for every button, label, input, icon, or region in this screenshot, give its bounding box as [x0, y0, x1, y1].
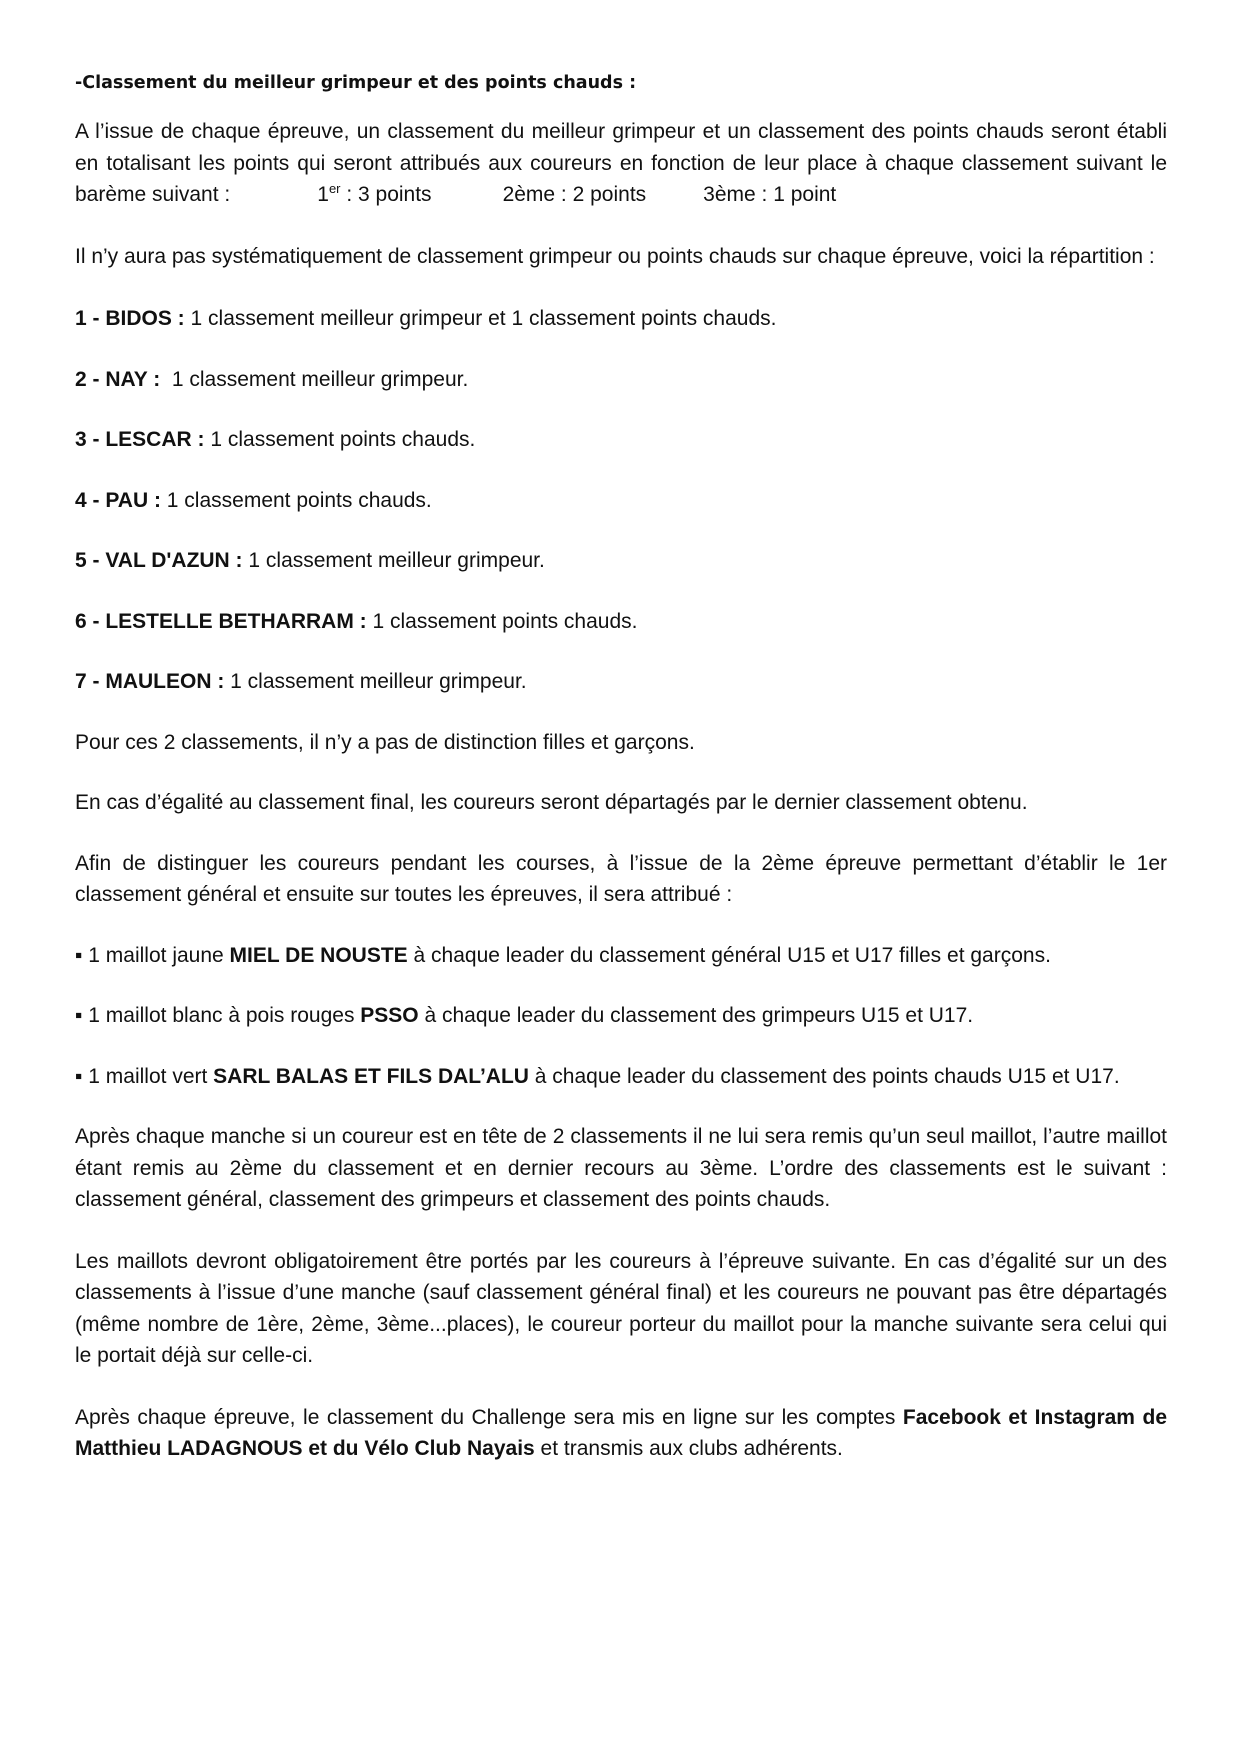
stage-label: 2 - NAY :	[75, 367, 161, 391]
stage-item	[75, 303, 1167, 335]
section-heading: -Classement du meilleur grimpeur et des points chauds :	[75, 73, 637, 93]
stage-item	[75, 364, 1167, 396]
jersey-text-after: à chaque leader du classement général U15 et U17 filles et garçons.	[407, 943, 1051, 967]
scale-second-rank: 2ème	[502, 183, 556, 206]
publication-text-before: Après chaque épreuve, le classement du Challenge sera mis en ligne sur les comptes	[75, 1405, 903, 1429]
jersey-text-after: à chaque leader du classement des grimpeurs U15 et U17.	[418, 1004, 974, 1027]
jerseys-intro-paragraph: Afin de distinguer les coureurs pendant les courses, à l’issue de la 2ème épreuve permettant d’établir le 1er classement général et ensuite sur toutes les épreuves, il sera attribué :	[75, 851, 1167, 906]
jersey-sponsor: SARL BALAS ET FILS DAL’ALU	[213, 1064, 529, 1088]
jersey-text-before: 1 maillot jaune	[82, 943, 230, 967]
bullet-icon: ▪	[75, 943, 83, 967]
stage-label: 1 - BIDOS :	[75, 307, 185, 330]
stage-text: 1 classement meilleur grimpeur.	[242, 549, 545, 572]
document-page	[75, 70, 1167, 1495]
stage-item	[75, 545, 1167, 577]
bullet-icon: ▪	[75, 1004, 83, 1027]
stage-label: 4 - PAU :	[75, 488, 161, 512]
jersey-text-after: à chaque leader du classement des points chauds U15 et U17.	[528, 1064, 1120, 1088]
social-accounts: Facebook et Instagram de Matthieu LADAGNOUS et du Vélo Club Nayais	[75, 1405, 1168, 1460]
scale-second-points: : 2 points	[555, 183, 647, 206]
jersey-sponsor: PSSO	[360, 1004, 419, 1027]
jersey-text-before: 1 maillot blanc à pois rouges	[82, 1004, 361, 1027]
jersey-item	[75, 1000, 1167, 1032]
jersey-text-before: 1 maillot vert	[82, 1064, 214, 1088]
stage-item	[75, 424, 1167, 456]
stage-label: 5 - VAL D'AZUN :	[75, 549, 243, 572]
intro-text: A l’issue de chaque épreuve, un classement du meilleur grimpeur et un classement des points chauds seront établi en totalisant les points qui seront attribués aux coureurs en fonction de leur place à chaque classement suivant le barème suivant :	[75, 120, 1167, 206]
publication-paragraph	[75, 1402, 1167, 1465]
jersey-sponsor: MIEL DE NOUSTE	[229, 943, 408, 967]
bullet-icon: ▪	[75, 1064, 83, 1088]
jersey-item	[75, 940, 1167, 972]
repartition-paragraph: Il n’y aura pas systématiquement de classement grimpeur ou points chauds sur chaque épreuve, voici la répartition :	[75, 244, 1155, 268]
scale-third-points: : 1 point	[755, 183, 837, 206]
jersey-wearing-paragraph: Les maillots devront obligatoirement être portés par les coureurs à l’épreuve suivante. En cas d’égalité sur un des classements à l’issue d’une manche (sauf classement général final) et les coureurs ne pouvant pas être départagés (même nombre de 1ère, 2ème, 3ème...places), le coureur porteur du maillot pour la manche suivante sera celui qui le portait déjà sur celle-ci.	[75, 1249, 1167, 1367]
scale-first-rank: 1	[317, 183, 329, 206]
stage-text: 1 classement meilleur grimpeur.	[224, 670, 527, 693]
stage-text: 1 classement points chauds.	[160, 488, 432, 512]
jersey-item	[75, 1061, 1167, 1093]
intro-paragraph	[75, 116, 1167, 211]
stage-text: 1 classement meilleur grimpeur et 1 classement points chauds.	[184, 307, 777, 330]
scale-first-sup: er	[328, 181, 341, 196]
stage-label: 7 - MAULEON :	[75, 670, 225, 693]
no-distinction-paragraph: Pour ces 2 classements, il n’y a pas de distinction filles et garçons.	[75, 730, 695, 754]
stage-text: 1 classement points chauds.	[366, 609, 638, 633]
publication-text-after: et transmis aux clubs adhérents.	[534, 1437, 843, 1460]
stage-item	[75, 606, 1167, 638]
stage-text: 1 classement meilleur grimpeur.	[160, 367, 469, 391]
scale-first-points: : 3 points	[340, 183, 432, 206]
stage-label: 3 - LESCAR :	[75, 428, 205, 451]
stage-text: 1 classement points chauds.	[204, 428, 476, 451]
multiple-leader-paragraph: Après chaque manche si un coureur est en tête de 2 classements il ne lui sera remis qu’un seul maillot, l’autre maillot étant remis au 2ème du classement et en dernier recours au 3ème. L’ordre des classements est le suivant : classement général, classement des grimpeurs et classement des points chauds.	[75, 1125, 1167, 1211]
tie-rule-paragraph: En cas d’égalité au classement final, les coureurs seront départagés par le dernier classement obtenu.	[75, 791, 1028, 814]
stage-item	[75, 485, 1167, 517]
stage-label: 6 - LESTELLE BETHARRAM :	[75, 609, 367, 633]
scale-third-rank: 3ème	[703, 183, 756, 206]
stage-item	[75, 666, 1167, 698]
